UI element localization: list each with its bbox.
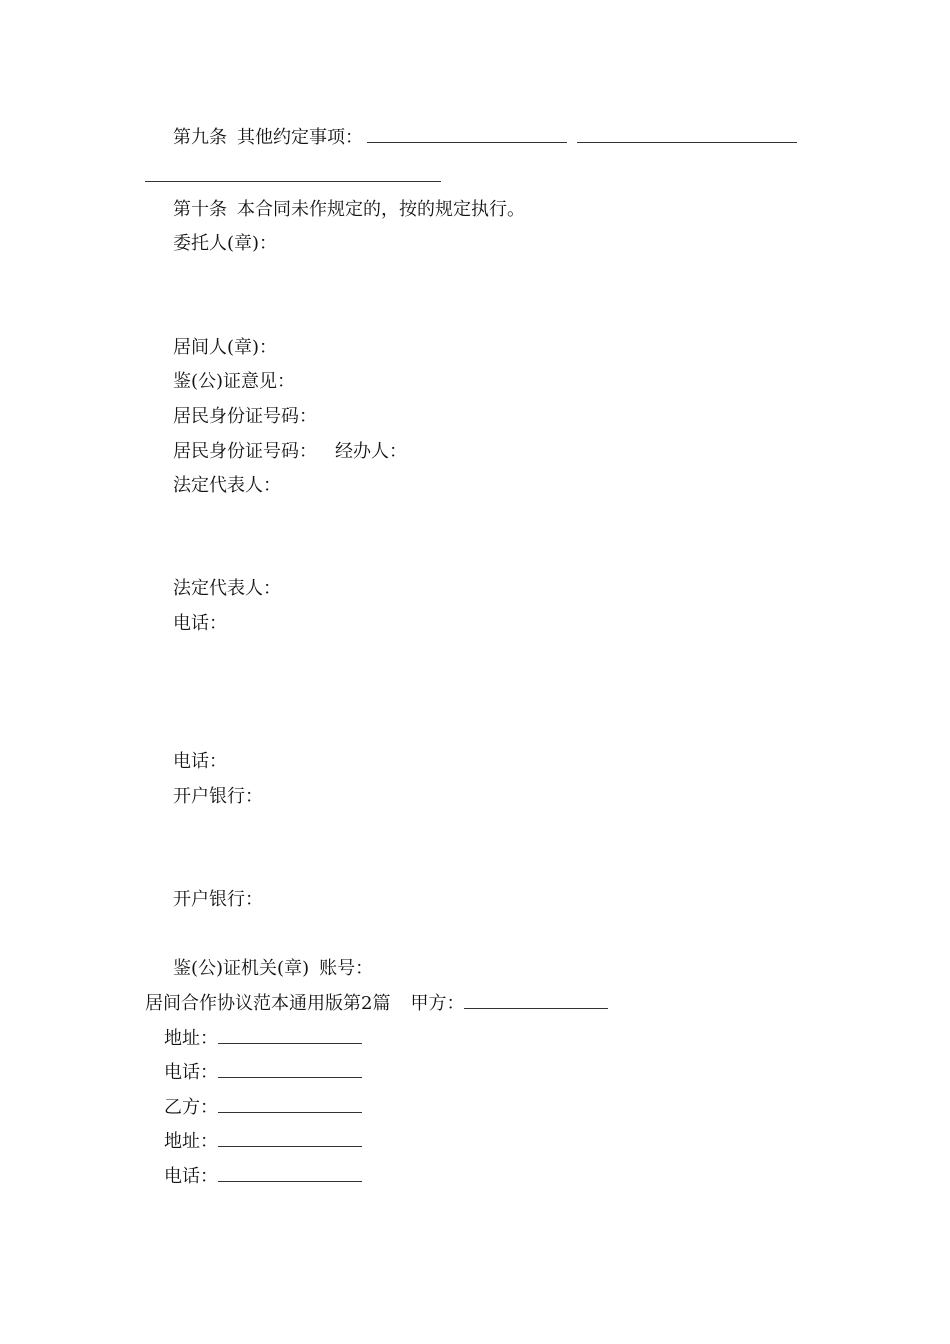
broker-seal-label: 居间人(章)： bbox=[173, 337, 278, 358]
notary-office-label: 鉴(公)证机关(章) bbox=[173, 958, 310, 979]
bank-label-2: 开户银行： bbox=[173, 889, 263, 910]
second-doc-title: 居间合作协议范本通用版第2篇 bbox=[145, 993, 391, 1014]
party-a-label: 甲方： bbox=[410, 993, 465, 1014]
phone-label-a: 电话： bbox=[164, 1062, 218, 1083]
party-b-blank[interactable] bbox=[218, 1096, 362, 1113]
article-10-text: 本合同未作规定的，按的规定执行。 bbox=[237, 199, 525, 220]
notary-opinion-label: 鉴(公)证意见： bbox=[173, 371, 296, 392]
article-9-line bbox=[173, 126, 797, 150]
id-handler-line bbox=[173, 440, 407, 464]
id-number-label-2: 居民身份证号码： bbox=[173, 441, 317, 462]
handler-label: 经办人： bbox=[335, 441, 407, 462]
other-terms-blank-3[interactable] bbox=[145, 181, 441, 182]
address-blank-1[interactable] bbox=[218, 1027, 362, 1044]
phone-line-a bbox=[164, 1061, 362, 1085]
article-9-label: 第九条 bbox=[173, 127, 227, 148]
phone-label-b: 电话： bbox=[164, 1166, 218, 1187]
party-b-label: 乙方： bbox=[164, 1097, 218, 1118]
phone-line-b bbox=[164, 1165, 362, 1189]
phone-label-2: 电话： bbox=[173, 751, 227, 772]
party-b-line bbox=[164, 1096, 362, 1120]
notary-office-line bbox=[173, 957, 373, 981]
other-terms-blank-2[interactable] bbox=[577, 126, 797, 143]
phone-label-1: 电话： bbox=[173, 613, 227, 634]
article-10-label: 第十条 bbox=[173, 199, 227, 220]
id-number-label-1: 居民身份证号码： bbox=[173, 406, 317, 427]
address-label-1: 地址： bbox=[164, 1028, 218, 1049]
legal-rep-label-1: 法定代表人： bbox=[173, 475, 281, 496]
address-line-1 bbox=[164, 1027, 362, 1051]
phone-blank-a[interactable] bbox=[218, 1061, 362, 1078]
other-terms-blank-1[interactable] bbox=[367, 126, 567, 143]
phone-blank-b[interactable] bbox=[218, 1165, 362, 1182]
party-a-blank[interactable] bbox=[464, 992, 608, 1009]
address-blank-2[interactable] bbox=[218, 1130, 362, 1147]
legal-rep-label-2: 法定代表人： bbox=[173, 578, 281, 599]
address-label-2: 地址： bbox=[164, 1131, 218, 1152]
address-line-2 bbox=[164, 1130, 362, 1154]
entrust-seal-label: 委托人(章)： bbox=[173, 233, 278, 254]
bank-label-1: 开户银行： bbox=[173, 786, 263, 807]
account-label: 账号： bbox=[319, 958, 374, 979]
article-9-text: 其他约定事项： bbox=[237, 127, 363, 148]
second-doc-title-line bbox=[145, 992, 608, 1016]
article-10-line bbox=[173, 198, 525, 222]
